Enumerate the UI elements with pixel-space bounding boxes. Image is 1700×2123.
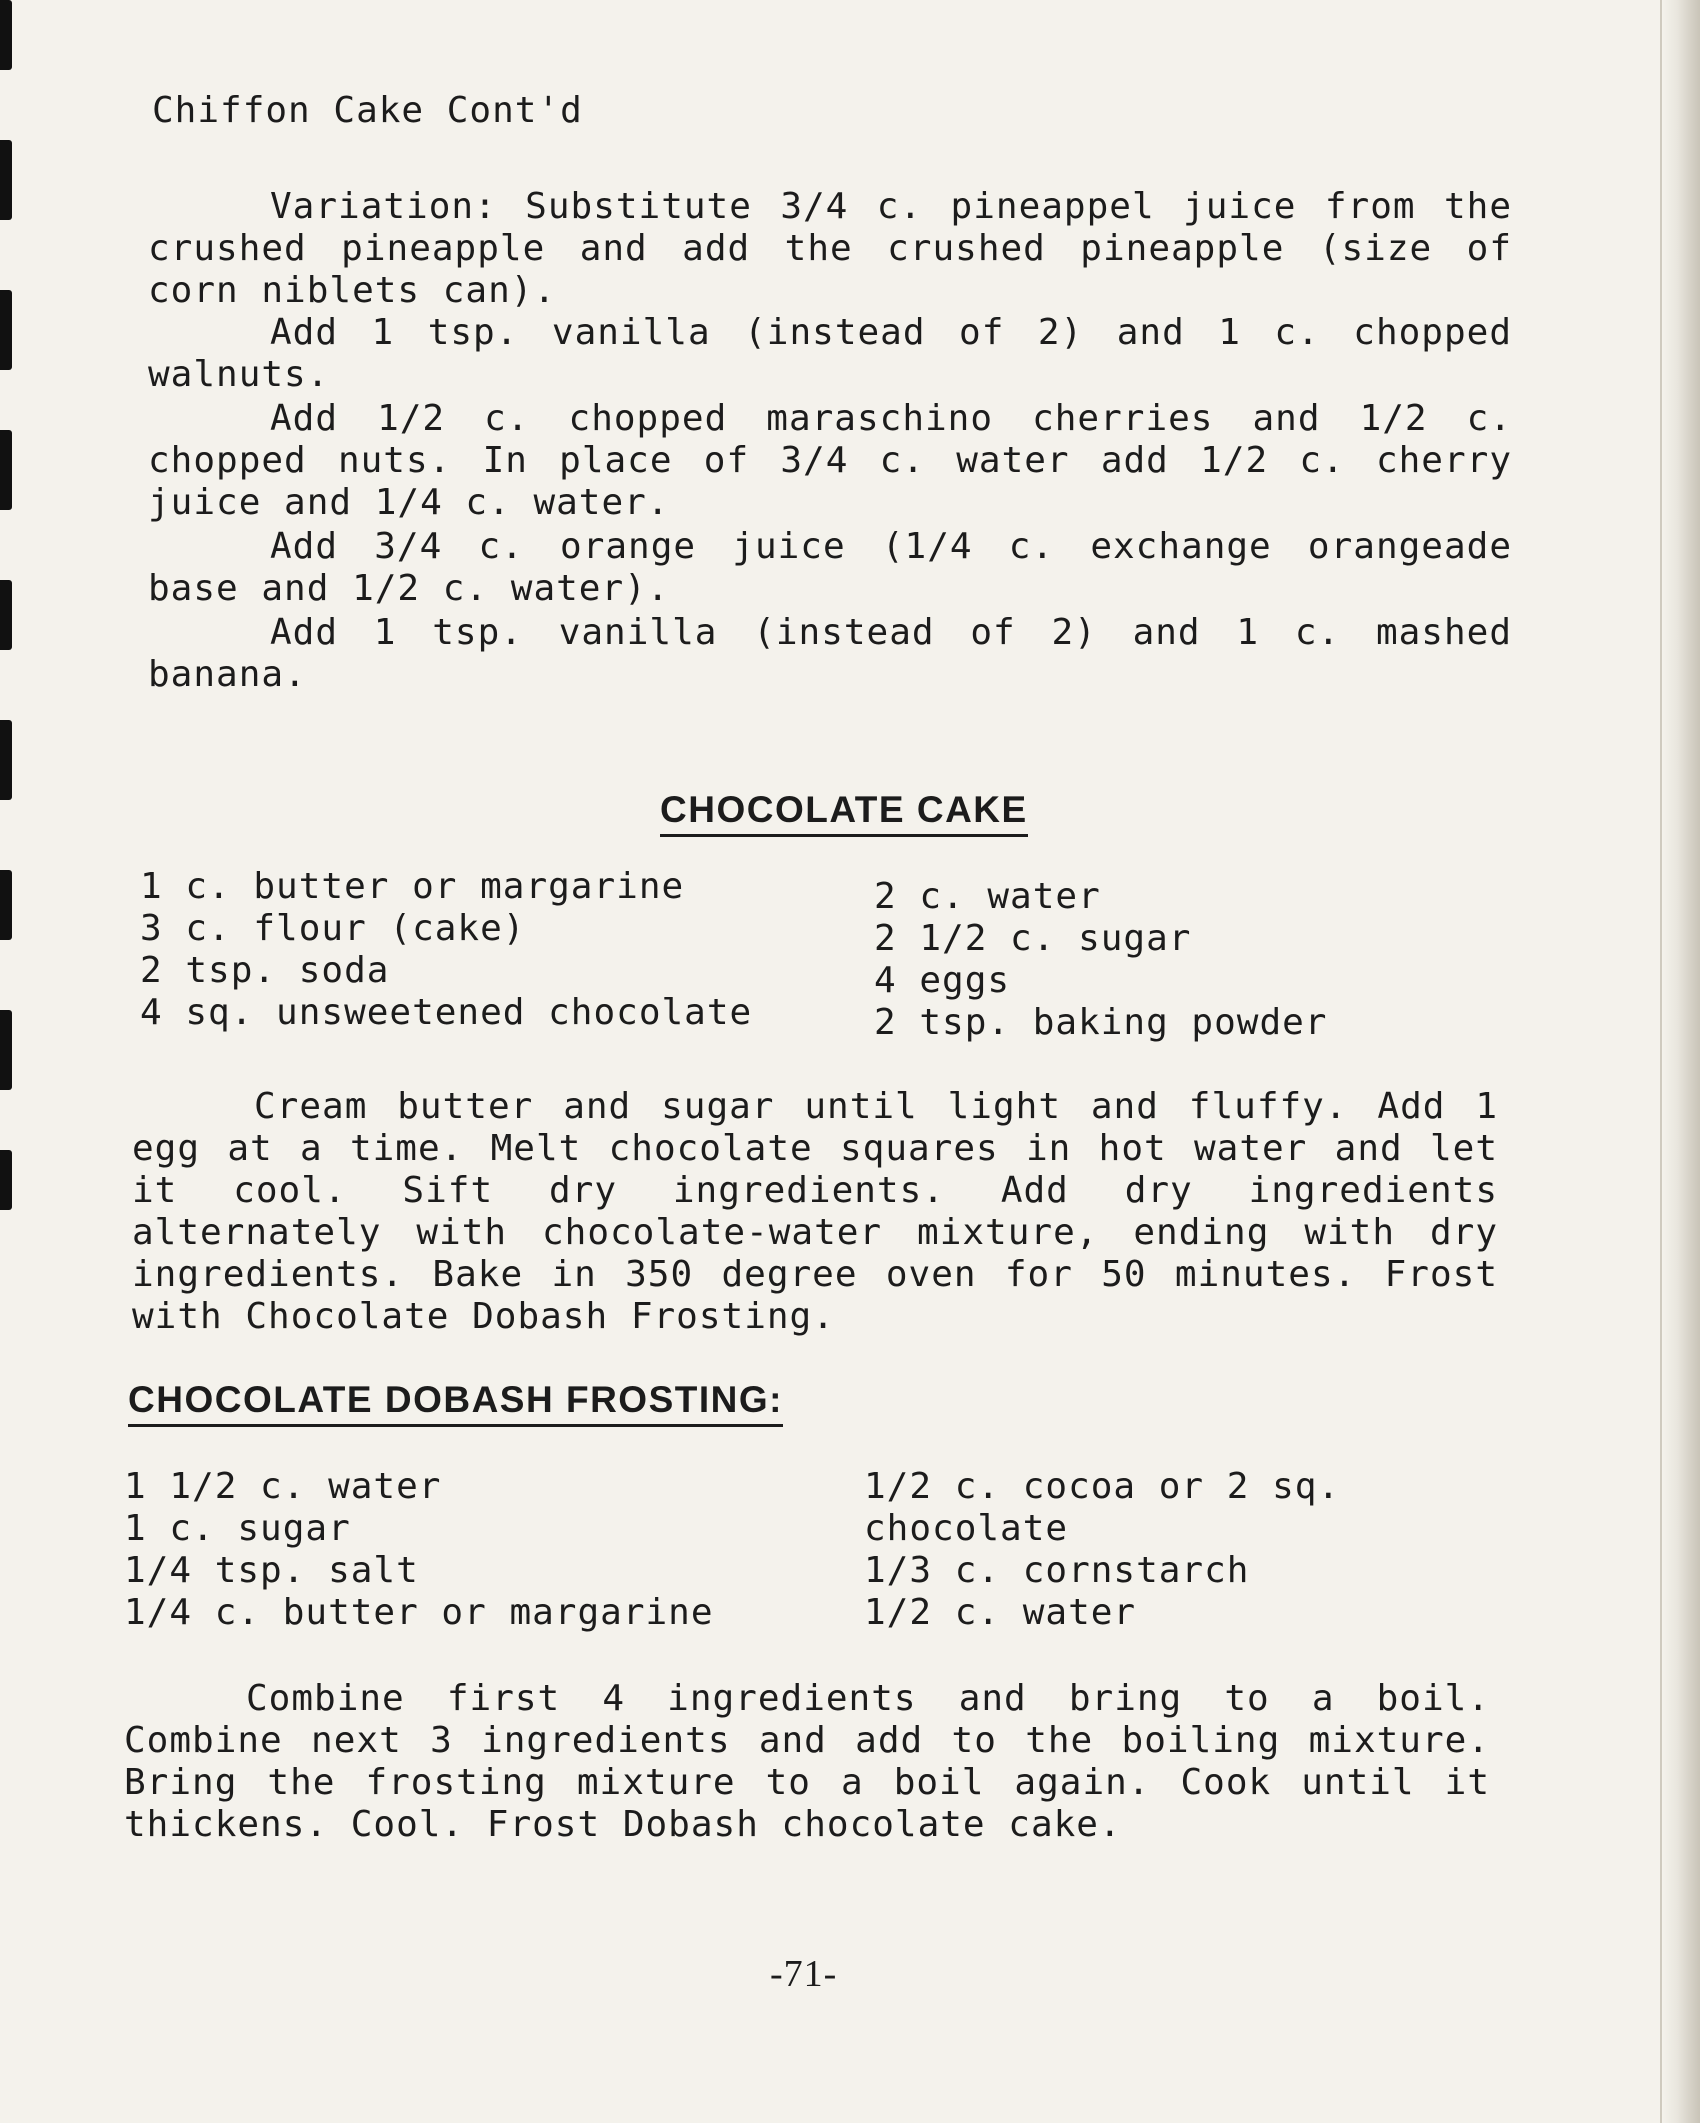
ingredient: 1/2 c. water bbox=[864, 1592, 1137, 1633]
variation-paragraph: Add 3/4 c. orange juice (1/4 c. exchange orangeade base and 1/2 c. water). bbox=[148, 526, 1512, 609]
frosting-title: CHOCOLATE DOBASH FROSTING: bbox=[128, 1378, 783, 1427]
chocolate-cake-title: CHOCOLATE CAKE bbox=[660, 788, 1028, 837]
chocolate-cake-ingredients-left bbox=[140, 866, 752, 1034]
binding-holes bbox=[0, 0, 14, 2123]
frosting-ingredients-left bbox=[124, 1466, 714, 1634]
binding-hole bbox=[0, 140, 12, 220]
ingredient: 3 c. flour (cake) bbox=[140, 908, 526, 949]
variation-paragraph: Add 1/2 c. chopped maraschino cherries and 1/2 c. chopped nuts. In place of 3/4 c. water add 1/2 c. cherry juice and 1/4 c. water. bbox=[148, 398, 1512, 523]
ingredient: 1/3 c. cornstarch bbox=[864, 1550, 1250, 1591]
binding-hole bbox=[0, 580, 12, 650]
page-edge bbox=[1660, 0, 1700, 2123]
binding-hole bbox=[0, 720, 12, 800]
frosting-directions: Combine first 4 ingredients and bring to a boil. Combine next 3 ingredients and add to the boiling mixture. Bring the frosting mixture to a boil again. Cook until it thickens. Cool. Frost Dobash chocolate cake. bbox=[124, 1678, 1490, 1845]
ingredient: 1/4 tsp. salt bbox=[124, 1550, 419, 1591]
binding-hole bbox=[0, 430, 12, 510]
variation-paragraph: Add 1 tsp. vanilla (instead of 2) and 1 c. mashed banana. bbox=[148, 612, 1512, 695]
ingredient: 2 1/2 c. sugar bbox=[874, 918, 1192, 959]
variation-paragraph: Add 1 tsp. vanilla (instead of 2) and 1 c. chopped walnuts. bbox=[148, 312, 1512, 395]
frosting-ingredients-right bbox=[864, 1466, 1340, 1634]
variation-paragraph: Variation: Substitute 3/4 c. pineappel juice from the crushed pineapple and add the crushed pineapple (size of corn niblets can). bbox=[148, 186, 1512, 311]
chocolate-cake-directions: Cream butter and sugar until light and fluffy. Add 1 egg at a time. Melt chocolate squares in hot water and let it cool. Sift dry ingredients. Add dry ingredients alternately with chocolate-water mixture, ending with dry ingredients. Bake in 350 degree oven for 50 minutes. Frost with Chocolate Dobash Frosting. bbox=[132, 1086, 1498, 1337]
ingredient: 2 c. water bbox=[874, 876, 1101, 917]
binding-hole bbox=[0, 0, 12, 70]
ingredient: 2 tsp. baking powder bbox=[874, 1002, 1328, 1043]
binding-hole bbox=[0, 1150, 12, 1210]
ingredient: 1/2 c. cocoa or 2 sq. bbox=[864, 1466, 1341, 1507]
page-number: -71- bbox=[770, 1953, 838, 1995]
ingredient: 4 sq. unsweetened chocolate bbox=[140, 992, 753, 1033]
ingredient: 2 tsp. soda bbox=[140, 950, 390, 991]
ingredient: 1 1/2 c. water bbox=[124, 1466, 442, 1507]
chocolate-cake-ingredients-right bbox=[874, 876, 1327, 1044]
ingredient: 4 eggs bbox=[874, 960, 1011, 1001]
binding-hole bbox=[0, 870, 12, 940]
ingredient: 1/4 c. butter or margarine bbox=[124, 1592, 714, 1633]
ingredient: 1 c. butter or margarine bbox=[140, 866, 685, 907]
ingredient: 1 c. sugar bbox=[124, 1508, 351, 1549]
binding-hole bbox=[0, 1010, 12, 1090]
ingredient-continuation: chocolate bbox=[864, 1508, 1069, 1549]
binding-hole bbox=[0, 290, 12, 370]
continued-title: Chiffon Cake Cont'd bbox=[152, 90, 583, 131]
